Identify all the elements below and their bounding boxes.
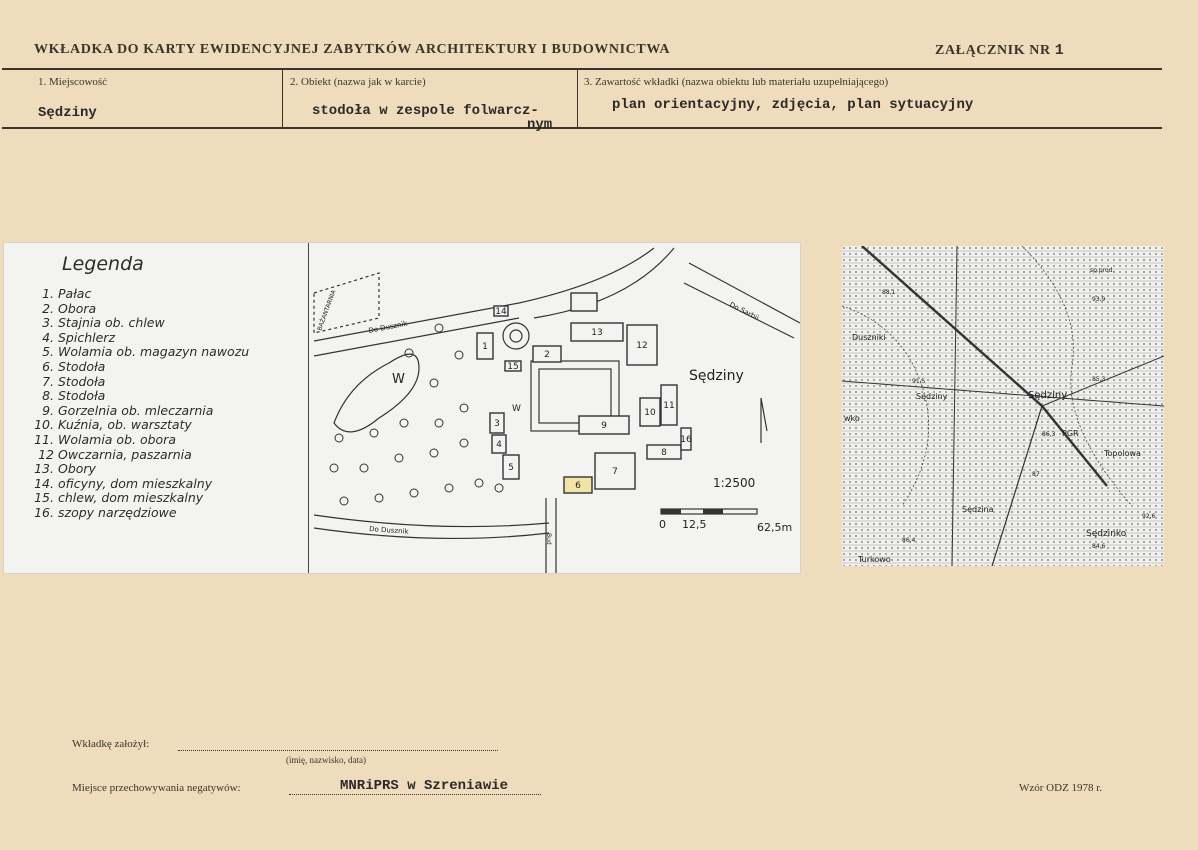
topo-height-6: 88,1 bbox=[882, 289, 896, 296]
object-value-line1: stodoła w zespole folwarcz- bbox=[312, 103, 539, 119]
legend-item bbox=[28, 404, 249, 419]
founder-label: Wkładkę założył: bbox=[72, 738, 150, 750]
legend-item bbox=[28, 331, 249, 346]
legend-item-number: 5. bbox=[42, 344, 54, 360]
tree-symbol bbox=[360, 464, 368, 472]
tree-symbol bbox=[330, 464, 338, 472]
site-plan bbox=[309, 243, 800, 573]
legend-item bbox=[28, 345, 249, 360]
corner-label: BAŻANTARNIA bbox=[316, 289, 338, 332]
legend-item-text: Stodoła bbox=[58, 373, 106, 389]
locality-value: Sędziny bbox=[38, 105, 97, 121]
legend-item-text: szopy narzędziowe bbox=[58, 504, 177, 520]
legend-item-text: Stodoła bbox=[58, 358, 106, 374]
legend-item-number: 4. bbox=[42, 329, 54, 345]
legend-item bbox=[28, 448, 249, 463]
legend-list bbox=[28, 287, 249, 521]
tree-symbol bbox=[430, 449, 438, 457]
tree-symbol bbox=[455, 351, 463, 359]
topo-label-pgr: PGR bbox=[1062, 429, 1079, 438]
founder-line bbox=[178, 750, 498, 751]
legend-item-text: Obora bbox=[58, 300, 97, 316]
legend-item-text: Obory bbox=[58, 461, 96, 477]
road-right-label: Do Sarbii bbox=[728, 300, 761, 323]
building-number-label: 9 bbox=[601, 421, 607, 431]
building-number-label: 16 bbox=[680, 435, 692, 445]
tree-symbol bbox=[370, 429, 378, 437]
building-number-label: 12 bbox=[636, 341, 648, 351]
roundabout-inner bbox=[510, 330, 522, 342]
scale-tick-1: 12,5 bbox=[682, 518, 707, 531]
legend-item bbox=[28, 375, 249, 390]
form-id: Wzór ODZ 1978 r. bbox=[1019, 782, 1103, 794]
legend-item bbox=[28, 433, 249, 448]
legend-item bbox=[28, 477, 249, 492]
legend-item-number: 10. bbox=[34, 417, 54, 433]
legend-item-text: Wolamia ob. magazyn nawozu bbox=[58, 344, 250, 360]
topo-height-5: 91,5 bbox=[912, 378, 926, 385]
scale-tick-0: 0 bbox=[659, 518, 666, 531]
topo-height-7: 86,4 bbox=[902, 537, 916, 544]
tree-symbol bbox=[430, 379, 438, 387]
legend-item-number: 11. bbox=[34, 431, 54, 447]
tree-symbol bbox=[375, 494, 383, 502]
building-number-label: 4 bbox=[496, 440, 502, 450]
legend-item-text: oficyny, dom mieszkalny bbox=[58, 475, 213, 491]
topo-label-sedziny-east: Sędziny bbox=[1028, 390, 1068, 401]
north-arrow bbox=[761, 398, 767, 443]
well-label: W bbox=[512, 404, 521, 414]
legend-item-number: 2. bbox=[42, 300, 54, 316]
legend-item-text: Pałac bbox=[58, 286, 92, 301]
object-label: 2. Obiekt (nazwa jak w karcie) bbox=[290, 76, 426, 88]
legend-item-number: 7. bbox=[42, 373, 54, 389]
topo-height-9: 84,6 bbox=[1092, 543, 1106, 550]
tree-symbol bbox=[395, 454, 403, 462]
topo-map bbox=[842, 246, 1164, 566]
pond-label: W bbox=[392, 372, 405, 387]
topo-height-2: 93,9 bbox=[1092, 296, 1106, 303]
tree-symbol bbox=[460, 404, 468, 412]
legend-item-text: Wolamia ob. obora bbox=[58, 431, 176, 447]
legend-item-number: 9. bbox=[42, 402, 54, 418]
legend-item-number: 1. bbox=[42, 286, 54, 301]
legend-item-number: 15. bbox=[34, 490, 54, 506]
annex-label bbox=[935, 42, 1064, 59]
annex-label-text: ZAŁĄCZNIK NR bbox=[935, 43, 1051, 58]
building-number-label: 6 bbox=[575, 481, 581, 491]
topo-label-sedzina: Sędzina bbox=[962, 505, 994, 514]
legend-item-text: Gorzelnia ob. mleczarnia bbox=[58, 402, 214, 418]
building-number-label: 7 bbox=[612, 467, 618, 477]
topo-label-sedziny-west: Sędziny bbox=[916, 392, 948, 401]
building-number-label: 11 bbox=[663, 401, 675, 411]
founder-hint: (imię, nazwisko, data) bbox=[286, 755, 366, 765]
topo-height-3: 85,3 bbox=[1092, 376, 1106, 383]
scale-tick-2: 62,5m bbox=[757, 521, 793, 534]
legend-item-text: Kuźnia, ob. warsztaty bbox=[58, 417, 192, 433]
locality-label: 1. Miejscowość bbox=[38, 76, 108, 88]
tree-symbol bbox=[435, 419, 443, 427]
legend-item-number: 16. bbox=[34, 504, 54, 520]
annex-number: 1 bbox=[1054, 42, 1065, 59]
tree-symbol bbox=[460, 439, 468, 447]
topo-label-wko: wko bbox=[844, 414, 860, 423]
tree-symbol bbox=[405, 349, 413, 357]
legend-item bbox=[28, 287, 249, 302]
legend-item-number: 3. bbox=[42, 315, 54, 331]
tree-symbol bbox=[400, 419, 408, 427]
legend-item bbox=[28, 506, 249, 521]
tree-symbol bbox=[340, 497, 348, 505]
building-number-label: 10 bbox=[644, 408, 656, 418]
object-value-line2: nym bbox=[527, 117, 553, 133]
road-top-label: Do Dusznik bbox=[367, 319, 409, 335]
road-bud-label: Bud bbox=[545, 533, 552, 545]
topo-height-8: 87 bbox=[1032, 471, 1040, 478]
legend-item-text: Stajnia ob. chlew bbox=[58, 315, 165, 331]
negatives-value: MNRiPRS w Szreniawie bbox=[340, 778, 509, 794]
tree-symbol bbox=[475, 479, 483, 487]
legend-item bbox=[28, 462, 249, 477]
legend-item bbox=[28, 302, 249, 317]
column-divider-1 bbox=[282, 70, 283, 127]
legend-item bbox=[28, 491, 249, 506]
legend-item-text: Spichlerz bbox=[58, 329, 116, 345]
legend-item-number: 12 bbox=[38, 446, 54, 462]
scale-bar-fill bbox=[661, 509, 681, 514]
building-number-label: 5 bbox=[508, 463, 514, 473]
road-north-edge bbox=[534, 248, 674, 318]
column-divider-2 bbox=[577, 70, 578, 127]
building-number-label: 3 bbox=[494, 419, 500, 429]
legend-item bbox=[28, 316, 249, 331]
contents-label: 3. Zawartość wkładki (nazwa obiektu lub materiału uzupełniającego) bbox=[584, 76, 889, 88]
header-rule-top bbox=[2, 68, 1162, 70]
topo-label-topolowa: Topolowa bbox=[1104, 449, 1141, 458]
topo-label-turkowo: Turkowo bbox=[858, 555, 891, 564]
roundabout bbox=[503, 323, 529, 349]
legend-item bbox=[28, 360, 249, 375]
legend-item-text: Stodoła bbox=[58, 388, 106, 404]
building-cross bbox=[571, 293, 597, 311]
courtyard-inner bbox=[539, 369, 611, 423]
header-rule-bottom bbox=[2, 127, 1162, 129]
tree-symbol bbox=[445, 484, 453, 492]
road-bottom-label: Do Dusznik bbox=[368, 525, 409, 536]
building-number-label: 2 bbox=[544, 350, 550, 360]
topo-height-1: 92,6 bbox=[1142, 513, 1156, 520]
legend-item bbox=[28, 389, 249, 404]
road-bottom-edge bbox=[314, 528, 549, 538]
place-label: Sędziny bbox=[689, 368, 744, 384]
scale-label: 1:2500 bbox=[713, 476, 756, 490]
legend-item-number: 6. bbox=[42, 358, 54, 374]
tree-symbol bbox=[495, 484, 503, 492]
legend-item-number: 8. bbox=[42, 388, 54, 404]
building-number-label: 14 bbox=[495, 307, 507, 317]
legend-item bbox=[28, 418, 249, 433]
negatives-line bbox=[289, 794, 541, 795]
tree-symbol bbox=[335, 434, 343, 442]
topo-label-sp-prod: sp.prod. bbox=[1090, 267, 1115, 274]
building-number-label: 13 bbox=[591, 328, 603, 338]
building-number-label: 15 bbox=[507, 362, 519, 372]
building-number-label: 8 bbox=[661, 448, 667, 458]
negatives-label: Miejsce przechowywania negatywów: bbox=[72, 782, 241, 794]
topo-label-sedzinko: Sędzinko bbox=[1086, 529, 1127, 539]
road-bottom bbox=[314, 515, 549, 527]
legend-item-text: chlew, dom mieszkalny bbox=[58, 490, 204, 506]
legend-title: Legenda bbox=[62, 253, 144, 275]
topo-label-duszniki: Duszniki bbox=[852, 333, 886, 342]
legend-item-number: 14. bbox=[34, 475, 54, 491]
tree-symbol bbox=[435, 324, 443, 332]
building-number-label: 1 bbox=[482, 342, 488, 352]
contents-value: plan orientacyjny, zdjęcia, plan sytuacyjny bbox=[612, 97, 974, 113]
scale-bar-fill-2 bbox=[703, 509, 723, 514]
legend-item-number: 13. bbox=[34, 461, 54, 477]
topo-height-4: 86,3 bbox=[1042, 431, 1056, 438]
tree-symbol bbox=[410, 489, 418, 497]
card-title: WKŁADKA DO KARTY EWIDENCYJNEJ ZABYTKÓW ARCHITEKTURY I BUDOWNICTWA bbox=[34, 42, 671, 57]
legend-item-text: Owczarnia, paszarnia bbox=[58, 446, 192, 462]
